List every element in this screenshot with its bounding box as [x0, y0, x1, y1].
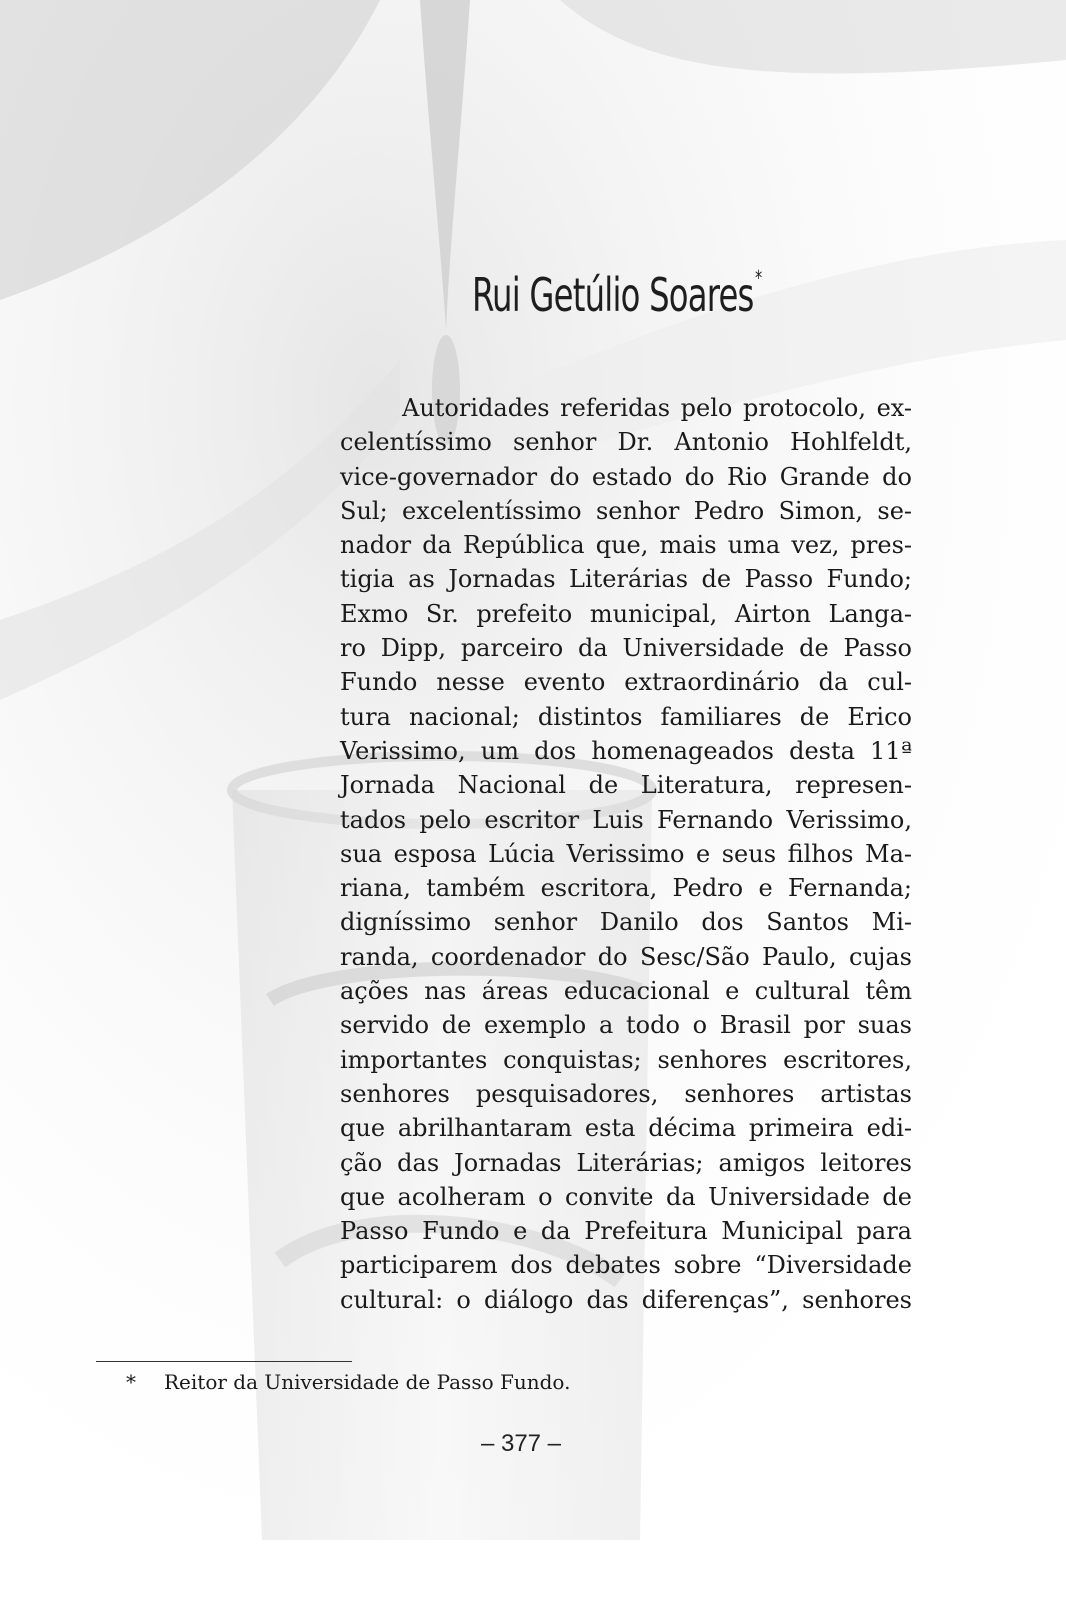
text-line: ações nas áreas educacional e cultural têm — [340, 977, 912, 1006]
footnote-text: Reitor da Universidade de Passo Fundo. — [164, 1370, 571, 1394]
text-line: celentíssimo senhor Dr. Antonio Hohlfeldt, — [340, 428, 912, 457]
text-line: Autoridades referidas pelo protocolo, ex- — [402, 394, 912, 422]
text-line: ro Dipp, parceiro da Universidade de Passo — [340, 634, 912, 663]
page-number: – 377 – — [480, 1430, 562, 1457]
text-line: tados pelo escritor Luis Fernando Verissimo, — [340, 805, 912, 834]
text-line: vice-governador do estado do Rio Grande do — [340, 462, 912, 491]
text-line: que acolheram o convite da Universidade de — [340, 1182, 912, 1211]
text-line: Jornada Nacional de Literatura, represen- — [340, 771, 912, 800]
text-line: Verissimo, um dos homenageados desta 11ª — [340, 736, 912, 765]
text-line: Sul; excelentíssimo senhor Pedro Simon, se- — [340, 496, 912, 525]
footnote-divider — [96, 1361, 352, 1362]
text-line: sua esposa Lúcia Verissimo e seus filhos Ma- — [340, 839, 912, 868]
text-line: servido de exemplo a todo o Brasil por suas — [340, 1011, 912, 1040]
text-line: senhores pesquisadores, senhores artistas — [340, 1079, 912, 1108]
text-line: Passo Fundo e da Prefeitura Municipal para — [340, 1217, 912, 1246]
text-line: ção das Jornadas Literárias; amigos leitores — [340, 1148, 912, 1177]
text-line: digníssimo senhor Danilo dos Santos Mi- — [340, 908, 912, 937]
text-line: participarem dos debates sobre “Diversidade — [340, 1251, 912, 1280]
text-line: Fundo nesse evento extraordinário da cul- — [340, 668, 912, 697]
chapter-title — [472, 268, 761, 322]
text-line: cultural: o diálogo das diferenças”, senhores — [340, 1285, 912, 1314]
text-line: nador da República que, mais uma vez, pres- — [340, 531, 912, 560]
text-line: Exmo Sr. prefeito municipal, Airton Langa- — [340, 599, 912, 628]
footnote-marker: * — [126, 1370, 136, 1394]
text-line: importantes conquistas; senhores escritores, — [340, 1045, 912, 1074]
text-line: tura nacional; distintos familiares de Erico — [340, 702, 912, 731]
title-text: Rui Getúlio Soares — [472, 268, 754, 322]
text-line: tigia as Jornadas Literárias de Passo Fundo; — [340, 565, 912, 594]
text-line: randa, coordenador do Sesc/São Paulo, cujas — [340, 942, 912, 971]
footnote — [126, 1368, 570, 1396]
text-line: riana, também escritora, Pedro e Fernanda; — [340, 874, 912, 903]
title-footnote-marker: * — [755, 266, 762, 290]
text-line: que abrilhantaram esta décima primeira edi- — [340, 1114, 912, 1143]
body-paragraph — [340, 391, 912, 1317]
